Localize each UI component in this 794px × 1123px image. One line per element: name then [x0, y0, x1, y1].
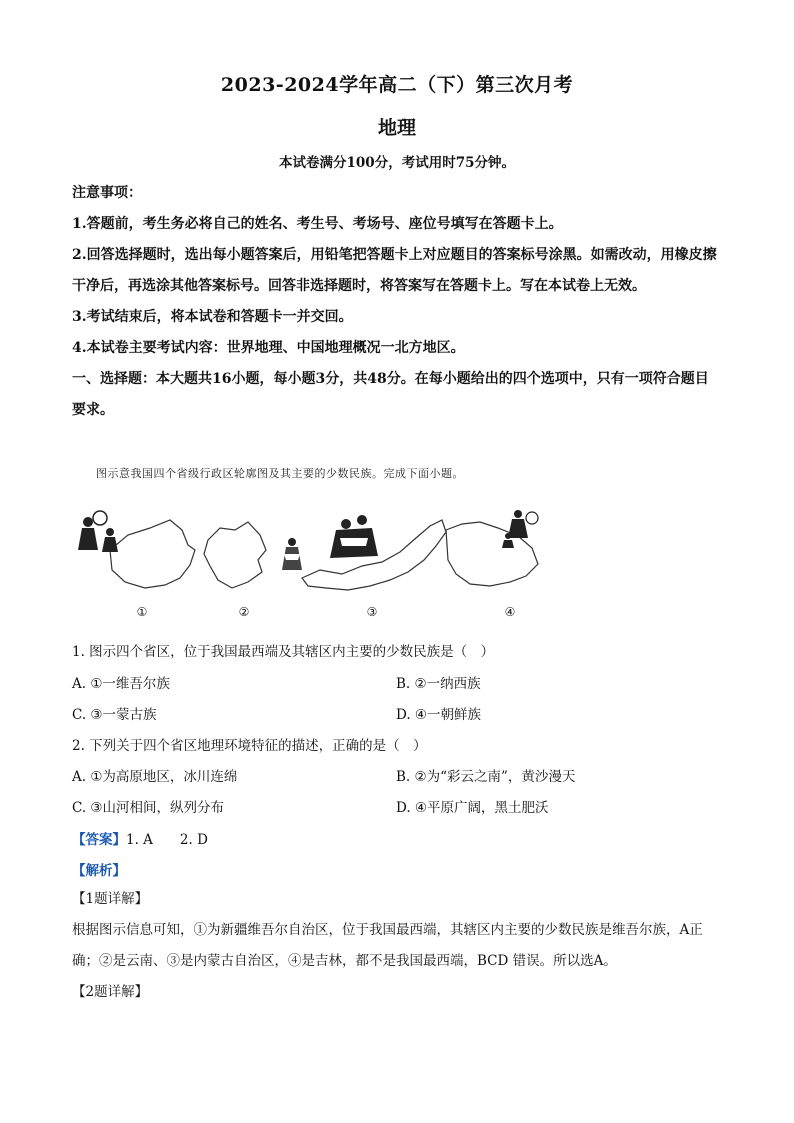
score-line: 本试卷满分100分，考试用时75分钟。	[279, 155, 515, 171]
page-title: 2023-2024学年高二（下）第三次月考	[220, 74, 574, 96]
q2-detail-heading: 【2题详解】	[72, 984, 149, 1000]
detail-block	[72, 884, 724, 1008]
q2-option-b: B. ②为“彩云之南”，黄沙漫天	[396, 769, 576, 785]
subject-title: 地理	[377, 117, 416, 139]
analysis-line	[72, 859, 126, 879]
q1-option-a: A. ①一维吾尔族	[72, 676, 170, 692]
figure-label-4: ④	[504, 605, 516, 619]
q2-option-c: C. ③山河相间，纵列分布	[72, 800, 225, 816]
notice-item-1: 1.答题前，考生务必将自己的姓名、考生号、考场号、座位号填写在答题卡上。	[72, 216, 563, 232]
figure-label-1: ①	[136, 605, 148, 619]
q1-option-d: D. ④一朝鲜族	[396, 707, 482, 723]
q1-option-c: C. ③一蒙古族	[72, 707, 157, 723]
answer-tag: 【答案】	[72, 832, 126, 848]
province-outline-figure	[70, 490, 550, 625]
notice-block	[72, 178, 722, 426]
question-2-stem: 2. 下列关于四个省区地理环境特征的描述，正确的是（ ）	[72, 738, 427, 754]
answer-text: 1. A 2. D	[126, 832, 208, 848]
q1-detail-text: 根据图示信息可知，①为新疆维吾尔自治区，位于我国最西端，其辖区内主要的少数民族是维吾尔族，A正确；②是云南、③是内蒙古自治区，④是吉林，都不是我国最西端，BCD 错误。所以选A。	[72, 922, 703, 969]
section-heading: 一、选择题：本大题共16小题，每小题3分，共48分。在每小题给出的四个选项中，只有一项符合题目要求。	[72, 371, 709, 418]
notice-item-2: 2.回答选择题时，选出每小题答案后，用铅笔把答题卡上对应题目的答案标号涂黑。如需改动，用橡皮擦干净后，再选涂其他答案标号。回答非选择题时，将答案写在答题卡上。写在本试卷上无效。	[72, 247, 717, 294]
q1-detail-heading: 【1题详解】	[72, 891, 149, 907]
notice-item-3: 3.考试结束后，将本试卷和答题卡一并交回。	[72, 309, 353, 325]
q1-option-b: B. ②一纳西族	[396, 676, 481, 692]
figure-label-2: ②	[238, 605, 250, 619]
figure-intro: 图示意我国四个省级行政区轮廓图及其主要的少数民族。完成下面小题。	[96, 467, 464, 480]
answer-line	[72, 828, 208, 848]
q2-option-a: A. ①为高原地区，冰川连绵	[72, 769, 238, 785]
q2-option-d: D. ④平原广阔，黑土肥沃	[396, 800, 549, 816]
analysis-tag: 【解析】	[72, 863, 126, 879]
notice-heading: 注意事项：	[72, 185, 142, 201]
notice-item-4: 4.本试卷主要考试内容：世界地理、中国地理概况一北方地区。	[72, 340, 465, 356]
question-1-stem: 1. 图示四个省区，位于我国最西端及其辖区内主要的少数民族是（ ）	[72, 644, 495, 660]
figure-label-3: ③	[366, 605, 378, 619]
